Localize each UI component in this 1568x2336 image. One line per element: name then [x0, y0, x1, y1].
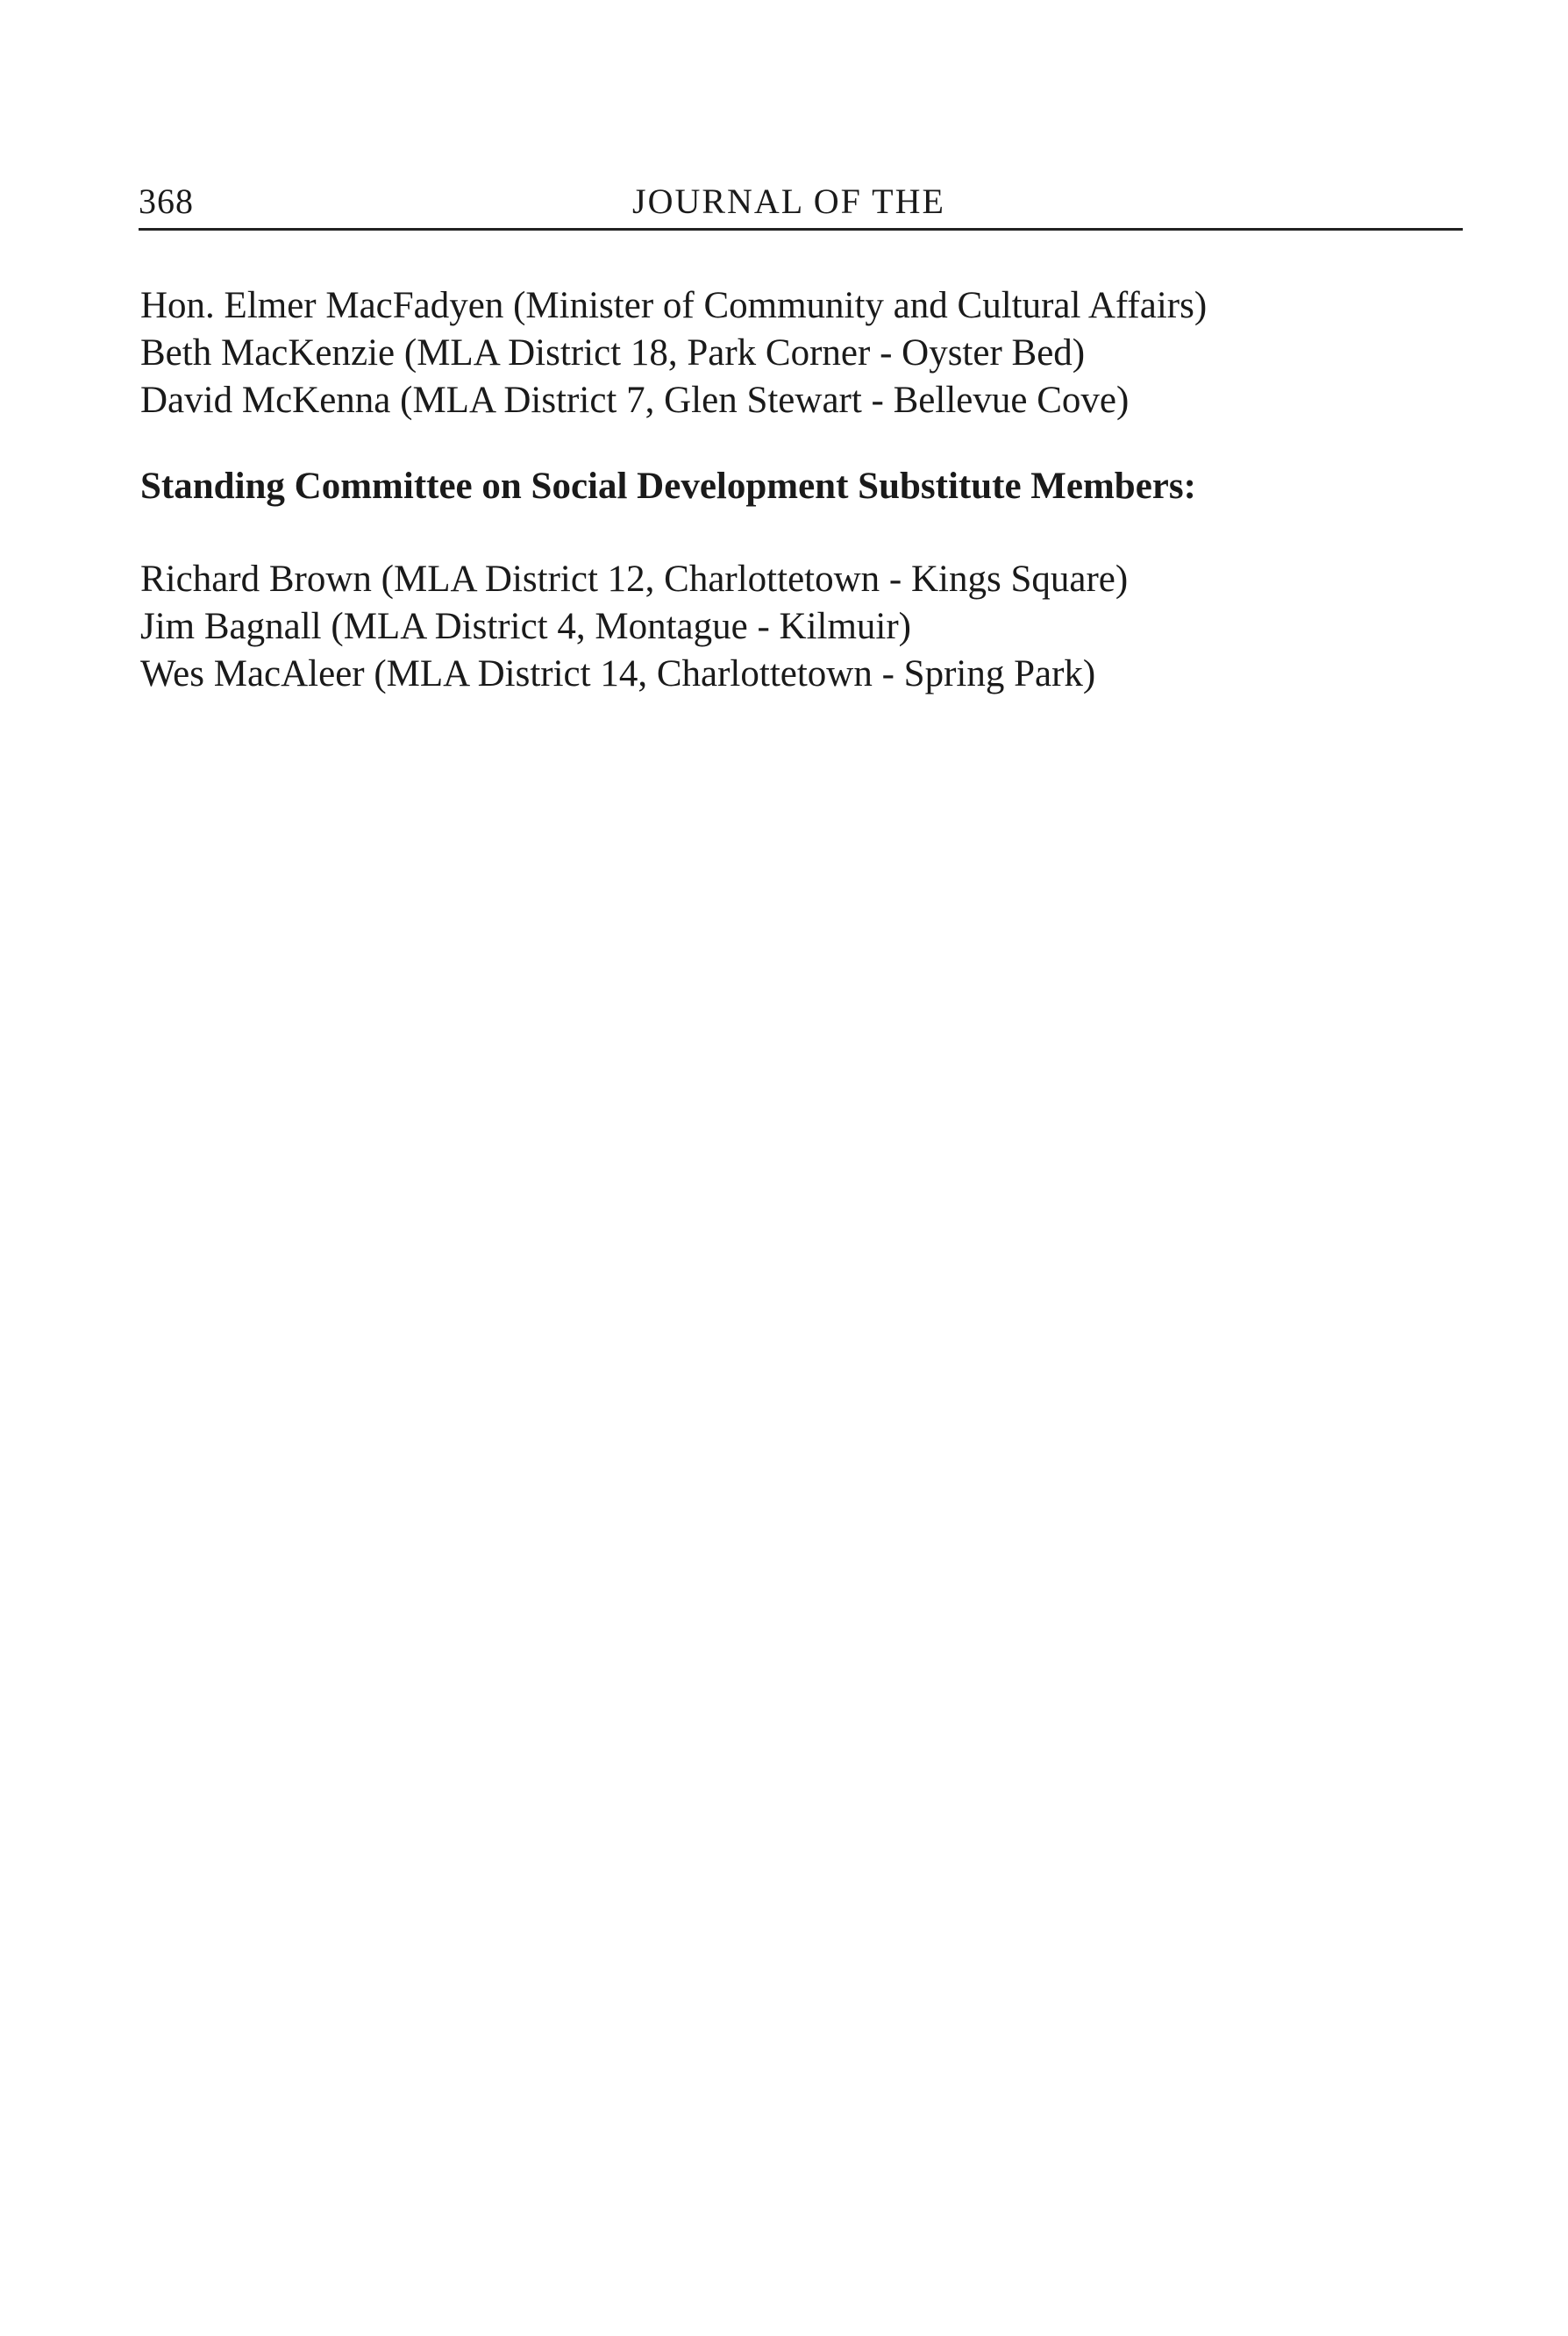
- substitute-member-list: [140, 556, 1456, 698]
- substitute-member-entry: Richard Brown (MLA District 12, Charlottetown - Kings Square): [140, 559, 1129, 600]
- page-number: 368: [139, 182, 194, 221]
- member-entry: Hon. Elmer MacFadyen (Minister of Community and Cultural Affairs): [140, 285, 1208, 326]
- substitute-member-entry: Wes MacAleer (MLA District 14, Charlottetown - Spring Park): [140, 653, 1096, 694]
- section-heading: Standing Committee on Social Development Substitute Members:: [140, 466, 1196, 507]
- member-entry: Beth MacKenzie (MLA District 18, Park Corner - Oyster Bed): [140, 332, 1086, 374]
- journal-title: JOURNAL OF THE: [632, 182, 945, 221]
- running-header: [139, 175, 1463, 231]
- member-entry: David McKenna (MLA District 7, Glen Stewart - Bellevue Cove): [140, 380, 1130, 421]
- member-list: [140, 282, 1456, 424]
- substitute-member-entry: Jim Bagnall (MLA District 4, Montague - Kilmuir): [140, 606, 912, 647]
- page-body: [140, 282, 1456, 698]
